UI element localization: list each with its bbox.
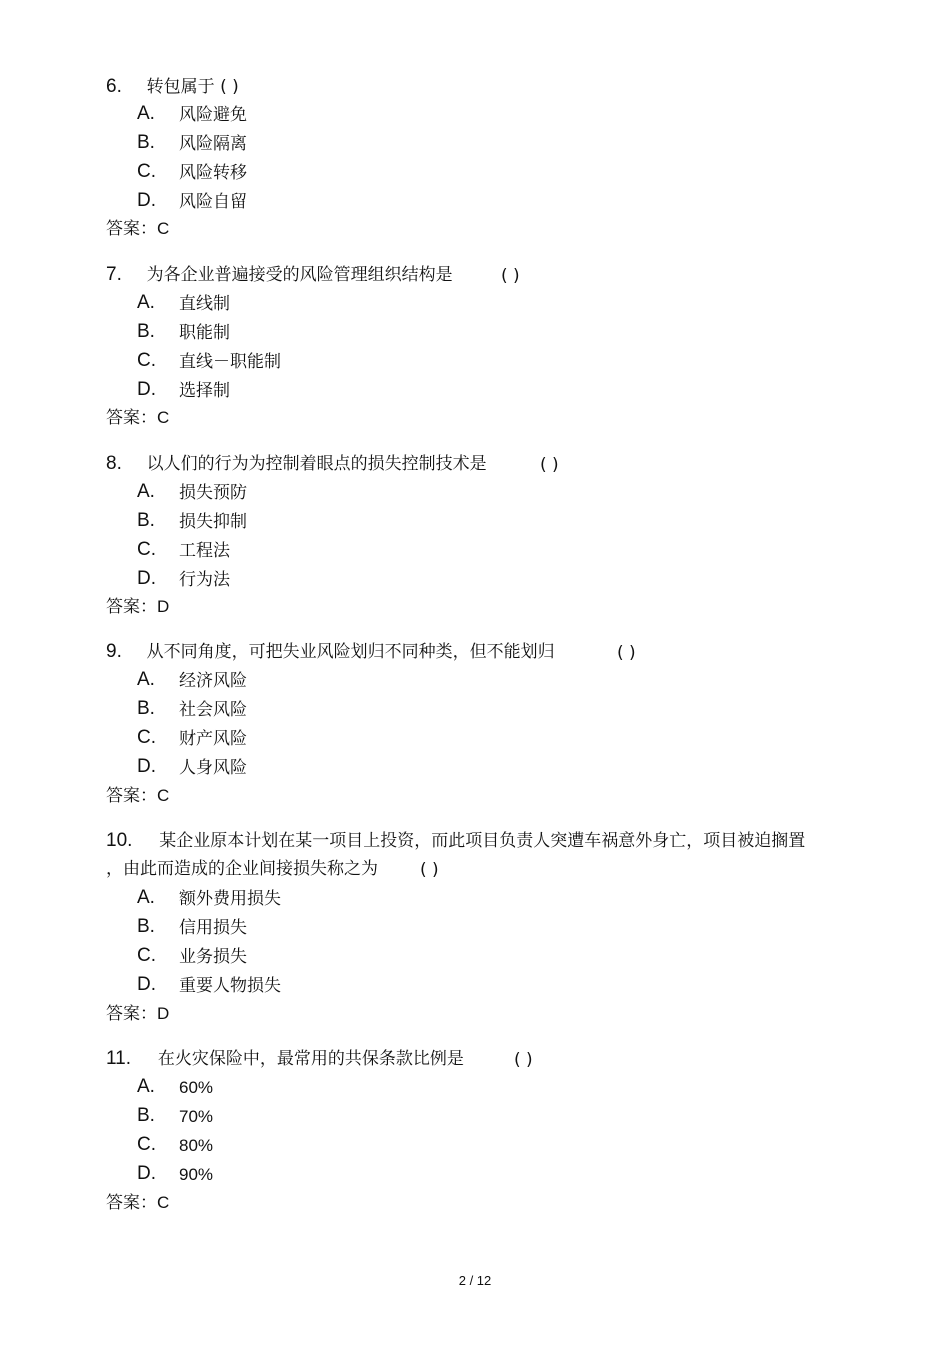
answer-line xyxy=(106,596,169,618)
question-number: 6. xyxy=(106,76,122,97)
answer-line xyxy=(106,1003,169,1025)
option-letter: A. xyxy=(137,103,155,124)
option-letter: B. xyxy=(137,132,155,153)
question-number: 9. xyxy=(106,641,122,662)
answer-label: 答案： xyxy=(106,408,157,428)
option-letter: B. xyxy=(137,510,155,531)
answer-label: 答案： xyxy=(106,1193,157,1213)
question-stem: 为各企业普遍接受的风险管理组织结构是 xyxy=(146,265,453,285)
answer-label: 答案： xyxy=(106,597,157,617)
question-7-stem-line xyxy=(106,264,453,286)
answer-value: C xyxy=(157,408,170,427)
question-number: 10. xyxy=(106,830,133,851)
option-text: 业务损失 xyxy=(179,947,247,967)
option-text: 直线制 xyxy=(179,294,230,314)
option-text: 90% xyxy=(179,1165,214,1184)
option-letter: A. xyxy=(137,292,155,313)
question-number: 7. xyxy=(106,264,122,285)
option-text: 人身风险 xyxy=(179,758,247,778)
question-11-stem-line xyxy=(106,1048,464,1070)
question-10-stem-line xyxy=(106,830,805,852)
option-text: 行为法 xyxy=(179,570,230,590)
answer-parentheses: ( ) xyxy=(514,1050,533,1070)
question-stem-continuation: ，由此而造成的企业间接损失称之为 xyxy=(106,859,378,879)
question-number: 8. xyxy=(106,453,122,474)
option-letter: C. xyxy=(137,727,156,748)
option-letter: D. xyxy=(137,190,156,211)
option-letter: D. xyxy=(137,1163,156,1184)
option-letter: A. xyxy=(137,1076,155,1097)
answer-line xyxy=(106,218,169,240)
option-letter: A. xyxy=(137,481,155,502)
option-text: 社会风险 xyxy=(179,700,247,720)
answer-label: 答案： xyxy=(106,1004,157,1024)
option-text: 额外费用损失 xyxy=(179,889,281,909)
answer-label: 答案： xyxy=(106,219,157,239)
option-text: 风险自留 xyxy=(179,192,247,212)
option-text: 70% xyxy=(179,1107,214,1126)
question-stem: 以人们的行为为控制着眼点的损失控制技术是 xyxy=(146,454,487,474)
option-letter: B. xyxy=(137,698,155,719)
option-text: 风险转移 xyxy=(179,163,247,183)
option-letter: A. xyxy=(137,887,155,908)
option-text: 风险避免 xyxy=(179,105,247,125)
answer-value: C xyxy=(157,219,170,238)
option-letter: B. xyxy=(137,916,155,937)
option-text: 重要人物损失 xyxy=(179,976,281,996)
answer-parentheses: ( ) xyxy=(617,643,636,663)
option-text: 风险隔离 xyxy=(179,134,247,154)
option-text: 损失预防 xyxy=(179,483,247,503)
option-letter: C. xyxy=(137,350,156,371)
option-letter: D. xyxy=(137,568,156,589)
option-text: 财产风险 xyxy=(179,729,247,749)
answer-value: C xyxy=(157,786,170,805)
question-number: 11. xyxy=(106,1048,132,1069)
question-stem: 转包属于 xyxy=(146,77,215,97)
option-letter: C. xyxy=(137,945,156,966)
answer-parentheses: ( ) xyxy=(501,266,520,286)
option-letter: A. xyxy=(137,669,155,690)
option-text: 损失抑制 xyxy=(179,512,247,532)
question-8-stem-line xyxy=(106,453,487,475)
option-letter: C. xyxy=(137,539,156,560)
question-stem: 在火灾保险中，最常用的共保条款比例是 xyxy=(157,1049,464,1069)
option-text: 信用损失 xyxy=(179,918,247,938)
option-text: 选择制 xyxy=(179,381,230,401)
option-letter: B. xyxy=(137,1105,155,1126)
option-letter: C. xyxy=(137,1134,156,1155)
answer-value: D xyxy=(157,1004,170,1023)
answer-parentheses: ( ) xyxy=(420,860,439,880)
answer-label: 答案： xyxy=(106,786,157,806)
option-letter: B. xyxy=(137,321,155,342)
question-stem: 从不同角度，可把失业风险划归不同种类，但不能划归 xyxy=(146,642,555,662)
option-text: 经济风险 xyxy=(179,671,247,691)
option-text: 80% xyxy=(179,1136,214,1155)
answer-line xyxy=(106,785,169,807)
answer-line xyxy=(106,407,169,429)
option-letter: D. xyxy=(137,756,156,777)
option-letter: C. xyxy=(137,161,156,182)
question-stem: 某企业原本计划在某一项目上投资，而此项目负责人突遭车祸意外身亡，项目被迫搁置 xyxy=(159,831,806,851)
option-text: 直线－职能制 xyxy=(179,352,281,372)
answer-line xyxy=(106,1192,169,1214)
question-10-stem-continuation xyxy=(106,858,378,880)
question-9-stem-line xyxy=(106,641,555,663)
question-6-stem-line xyxy=(106,76,239,98)
answer-value: C xyxy=(157,1193,170,1212)
answer-parentheses: ( ) xyxy=(540,455,559,475)
option-letter: D. xyxy=(137,974,156,995)
option-letter: D. xyxy=(137,379,156,400)
page-number: 2 / 12 xyxy=(458,1273,492,1288)
answer-value: D xyxy=(157,597,170,616)
option-text: 60% xyxy=(179,1078,214,1097)
answer-parentheses: ( ) xyxy=(220,77,239,97)
option-text: 工程法 xyxy=(179,541,230,561)
option-text: 职能制 xyxy=(179,323,230,343)
